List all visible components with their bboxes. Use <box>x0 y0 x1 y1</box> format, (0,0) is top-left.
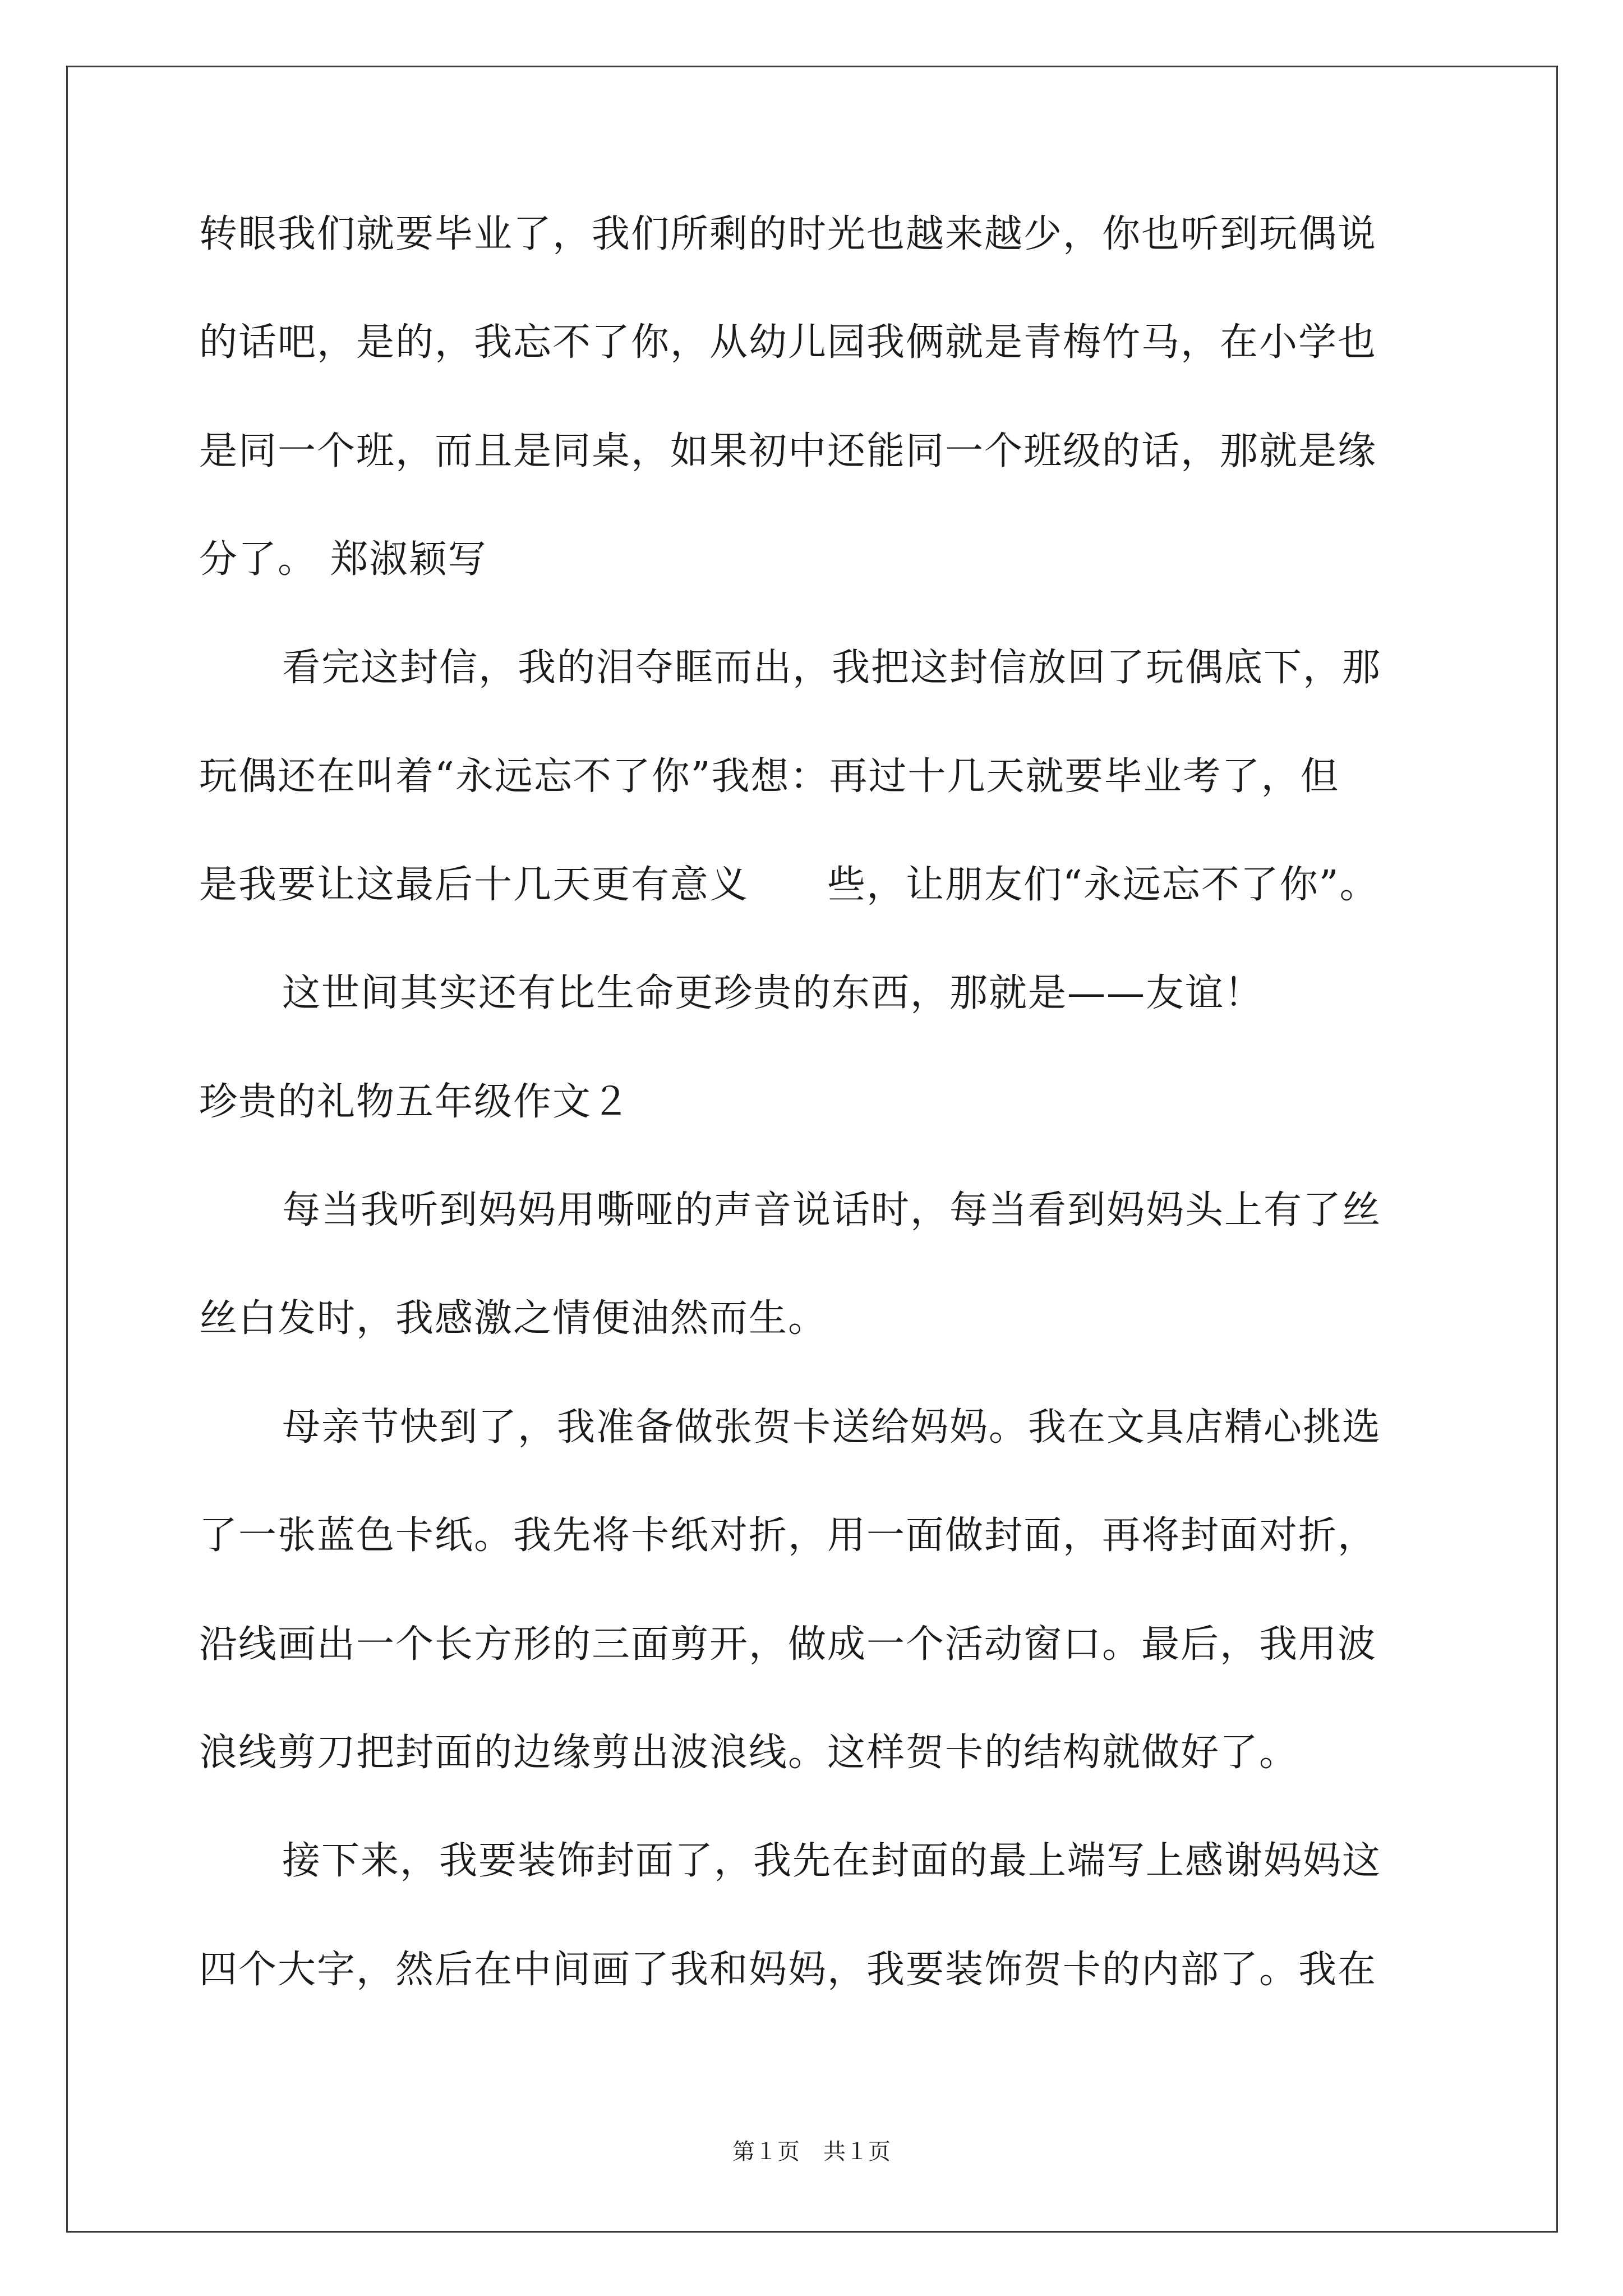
body-line: 转眼我们就要毕业了，我们所剩的时光也越来越少，你也听到玩偶说 <box>199 212 1377 256</box>
signature-line: 分了。 郑淑颖写 <box>199 537 487 582</box>
paragraph-start: 这世间其实还有比生命更珍贵的东西，那就是——友谊！ <box>282 971 1264 1015</box>
body-line: 是同一个班，而且是同桌，如果初中还能同一个班级的话，那就是缘 <box>199 429 1377 473</box>
paragraph-start: 看完这封信，我的泪夺眶而出，我把这封信放回了玩偶底下，那 <box>282 646 1382 690</box>
page-total: 共１页 <box>823 2139 891 2165</box>
body-line: 四个大字，然后在中间画了我和妈妈，我要装饰贺卡的内部了。我在 <box>199 1948 1377 1992</box>
body-line: 玩偶还在叫着“永远忘不了你”我想：再过十几天就要毕业考了，但 <box>199 754 1340 799</box>
body-line: 的话吧，是的，我忘不了你，从幼儿园我俩就是青梅竹马，在小学也 <box>199 320 1377 365</box>
body-line: 了一张蓝色卡纸。我先将卡纸对折，用一面做封面，再将封面对折， <box>199 1513 1377 1558</box>
page-border <box>66 66 1558 2233</box>
body-line: 是我要让这最后十几天更有意义 些，让朋友们“永远忘不了你”。 <box>199 863 1379 907</box>
paragraph-start: 接下来，我要装饰封面了，我先在封面的最上端写上感谢妈妈这 <box>282 1839 1382 1883</box>
body-line: 浪线剪刀把封面的边缘剪出波浪线。这样贺卡的结构就做好了。 <box>199 1731 1299 1775</box>
body-line: 丝白发时，我感激之情便油然而生。 <box>199 1296 828 1341</box>
paragraph-start: 每当我听到妈妈用嘶哑的声音说话时，每当看到妈妈头上有了丝 <box>282 1188 1382 1232</box>
paragraph-start: 母亲节快到了，我准备做张贺卡送给妈妈。我在文具店精心挑选 <box>282 1405 1382 1450</box>
section-heading: 珍贵的礼物五年级作文２ <box>199 1080 631 1124</box>
page-footer <box>0 2136 1623 2168</box>
page-number: 第１页 <box>732 2139 800 2165</box>
body-line: 沿线画出一个长方形的三面剪开，做成一个活动窗口。最后，我用波 <box>199 1622 1377 1667</box>
